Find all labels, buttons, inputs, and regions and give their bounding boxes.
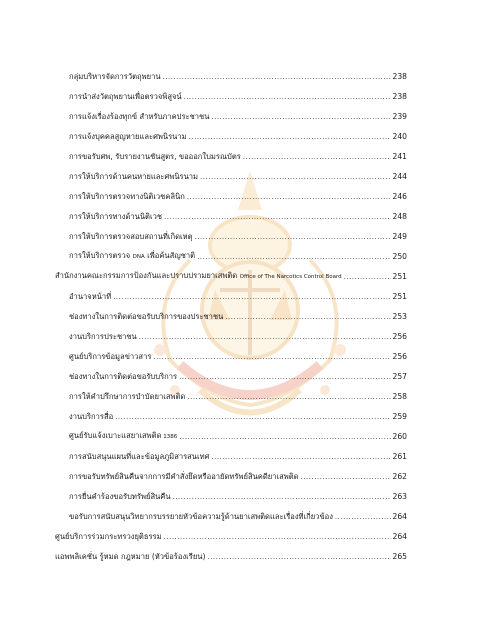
toc-leader-dots <box>211 452 390 462</box>
toc-entry-label-en: DNA <box>132 254 145 260</box>
toc-page-number: 261 <box>392 452 407 461</box>
toc-entry[interactable] <box>69 306 407 322</box>
toc-leader-dots <box>195 232 391 242</box>
toc-entry[interactable] <box>69 246 407 262</box>
toc-entry-label-en: 1386 <box>161 434 178 440</box>
toc-entry-label: การยื่นคำร้องขอรับทรัพย์สินคืน <box>69 492 171 501</box>
toc-leader-dots <box>200 172 390 182</box>
toc-page-number: 264 <box>392 532 407 541</box>
toc-page-number: 240 <box>392 132 407 141</box>
toc-leader-dots <box>197 252 390 262</box>
toc-entry-label: การขอรับศพ, รับรายงานชันสูตร, ขอออกใบมรณบัตร <box>69 152 241 161</box>
toc-entry-label: ช่องทางในการติดต่อขอรับบริการ <box>69 372 178 381</box>
toc-leader-dots <box>173 492 391 502</box>
toc-leader-dots <box>335 512 391 522</box>
toc-entry-label: ขอรับการสนับสนุนวิทยากรบรรยายหัวข้อความรู้ด้านยาเสพติดและเรื่องที่เกี่ยวข้อง <box>69 512 333 521</box>
toc-entry[interactable] <box>69 326 407 342</box>
toc-leader-dots <box>139 332 391 342</box>
toc-entry[interactable] <box>69 86 407 102</box>
toc-leader-dots <box>164 212 391 222</box>
toc-leader-dots <box>113 292 390 302</box>
toc-entry-label: แอพพลิเคชั่น รู้หมด กฎหมาย (หัวข้อร้องเรียน) <box>55 552 206 561</box>
toc-entry[interactable] <box>69 446 407 462</box>
toc-page-number: 251 <box>392 292 407 301</box>
toc-entry[interactable] <box>69 466 407 482</box>
toc-leader-dots <box>207 552 390 562</box>
toc-entry-label: การให้บริการตรวจสอบสถานที่เกิดเหตุ <box>69 232 193 241</box>
toc-page-number: 238 <box>392 92 407 101</box>
toc-entry-label-th: การให้บริการตรวจ <box>69 251 131 260</box>
toc-leader-dots <box>225 312 390 322</box>
toc-leader-dots <box>187 392 390 402</box>
toc-leader-dots <box>344 272 391 282</box>
toc-page-number: 264 <box>392 512 407 521</box>
toc-entry-label: อำนาจหน้าที่ <box>69 292 112 301</box>
toc-entry-label-th: ศูนย์รับแจ้งเบาะแสยาเสพติด <box>69 431 162 440</box>
toc-entry-label: การสนับสนุนแผนที่และข้อมูลภูมิสารสนเทศ <box>69 452 210 461</box>
toc-entry[interactable] <box>69 226 407 242</box>
toc-entry-label: ศูนย์บริการข้อมูลข่าวสาร <box>69 352 152 361</box>
toc-entry-label: การให้บริการตรวจทางนิติเวชคลินิก <box>69 192 185 201</box>
toc-entry-label: การนำส่งวัตถุพยานเพื่อตรวจพิสูจน์ <box>69 92 182 101</box>
toc-entry[interactable] <box>69 146 407 162</box>
toc-entry[interactable] <box>69 166 407 182</box>
toc-leader-dots <box>179 372 390 382</box>
toc-leader-dots <box>164 532 391 542</box>
toc-page-number: 257 <box>392 372 407 381</box>
toc-entry-label: ช่องทางในการติดต่อขอรับบริการของประชาชน <box>69 312 224 321</box>
toc-page-number: 256 <box>392 352 407 361</box>
toc-entry-label: การให้บริการด้านคนหายและศพนิรนาม <box>69 172 199 181</box>
toc-entry-label-rest: เพื่อค้นสัญชาติ <box>144 251 196 260</box>
toc-page-number: 248 <box>392 212 407 221</box>
toc-leader-dots <box>153 352 390 362</box>
toc-leader-dots <box>211 112 390 122</box>
toc-page-number: 244 <box>392 172 407 181</box>
toc-page-number: 251 <box>392 272 407 281</box>
toc-leader-dots <box>115 412 390 422</box>
toc-entry-label: การให้บริการทางด้านนิติเวช <box>69 212 162 221</box>
toc-entry[interactable] <box>69 286 407 302</box>
toc-page-number: 238 <box>392 72 407 81</box>
toc-entry[interactable] <box>69 426 407 442</box>
toc-leader-dots <box>189 132 391 142</box>
toc-page-number: 246 <box>392 192 407 201</box>
toc-entry-label: กลุ่มบริหารจัดการวัตถุพยาน <box>69 72 161 81</box>
toc-entry[interactable] <box>69 186 407 202</box>
toc-page-number: 263 <box>392 492 407 501</box>
toc-entry-label <box>69 431 177 442</box>
toc-page-number: 239 <box>392 112 407 121</box>
toc-entry-label: การแจ้งบุคคลสูญหายและศพนิรนาม <box>69 132 187 141</box>
toc-entry[interactable] <box>69 366 407 382</box>
toc-leader-dots <box>184 92 391 102</box>
toc-page-number: 241 <box>392 152 407 161</box>
toc-section-heading[interactable] <box>55 266 407 282</box>
toc-entry-label: การให้คำปรึกษาการบำบัดยาเสพติด <box>69 392 186 401</box>
toc-entry-label: ศูนย์บริการร่วมกระทรวงยุติธรรม <box>55 532 162 541</box>
toc-page-number: 265 <box>392 552 407 561</box>
toc-leader-dots <box>301 472 391 482</box>
toc-leader-dots <box>243 152 391 162</box>
toc-page-number: 258 <box>392 392 407 401</box>
toc-entry-label: การขอรับทรัพย์สินคืนจากการมีคำสั่งยึดหรืออายัดทรัพย์สินคดียาเสพติด <box>69 472 299 481</box>
toc-leader-dots <box>163 72 391 82</box>
toc-entry[interactable] <box>69 506 407 522</box>
toc-entry[interactable] <box>69 106 407 122</box>
toc-entry[interactable] <box>69 206 407 222</box>
toc-entry-label: งานบริการสื่อ <box>69 412 114 421</box>
toc-leader-dots <box>179 432 390 442</box>
toc-entry[interactable] <box>69 486 407 502</box>
toc-entry-label-en: Office of The Narcotics Control Board <box>239 274 342 280</box>
toc-page-number: 260 <box>392 432 407 441</box>
toc-section-heading[interactable] <box>55 546 407 562</box>
toc-page-number: 250 <box>392 252 407 261</box>
toc-entry-label <box>69 251 195 262</box>
toc-entry-label-th: สำนักงานคณะกรรมการป้องกันและปราบปรามยาเสพติด <box>55 271 238 280</box>
toc-page-number: 256 <box>392 332 407 341</box>
toc-page-number: 262 <box>392 472 407 481</box>
toc-page-number: 253 <box>392 312 407 321</box>
toc-entry-label: การแจ้งเรื่องร้องทุกข์ สำหรับภาคประชาชน <box>69 112 210 121</box>
toc-entry[interactable] <box>69 386 407 402</box>
toc-entry[interactable] <box>69 126 407 142</box>
toc-page-number: 259 <box>392 412 407 421</box>
toc-leader-dots <box>187 192 391 202</box>
toc-section-heading[interactable] <box>55 526 407 542</box>
toc-entry[interactable] <box>69 346 407 362</box>
toc-entry[interactable] <box>69 406 407 422</box>
toc-entry[interactable] <box>69 66 407 82</box>
toc-page-number: 249 <box>392 232 407 241</box>
toc-entry-label: งานบริการประชาชน <box>69 332 137 341</box>
toc-entry-label <box>55 271 342 282</box>
